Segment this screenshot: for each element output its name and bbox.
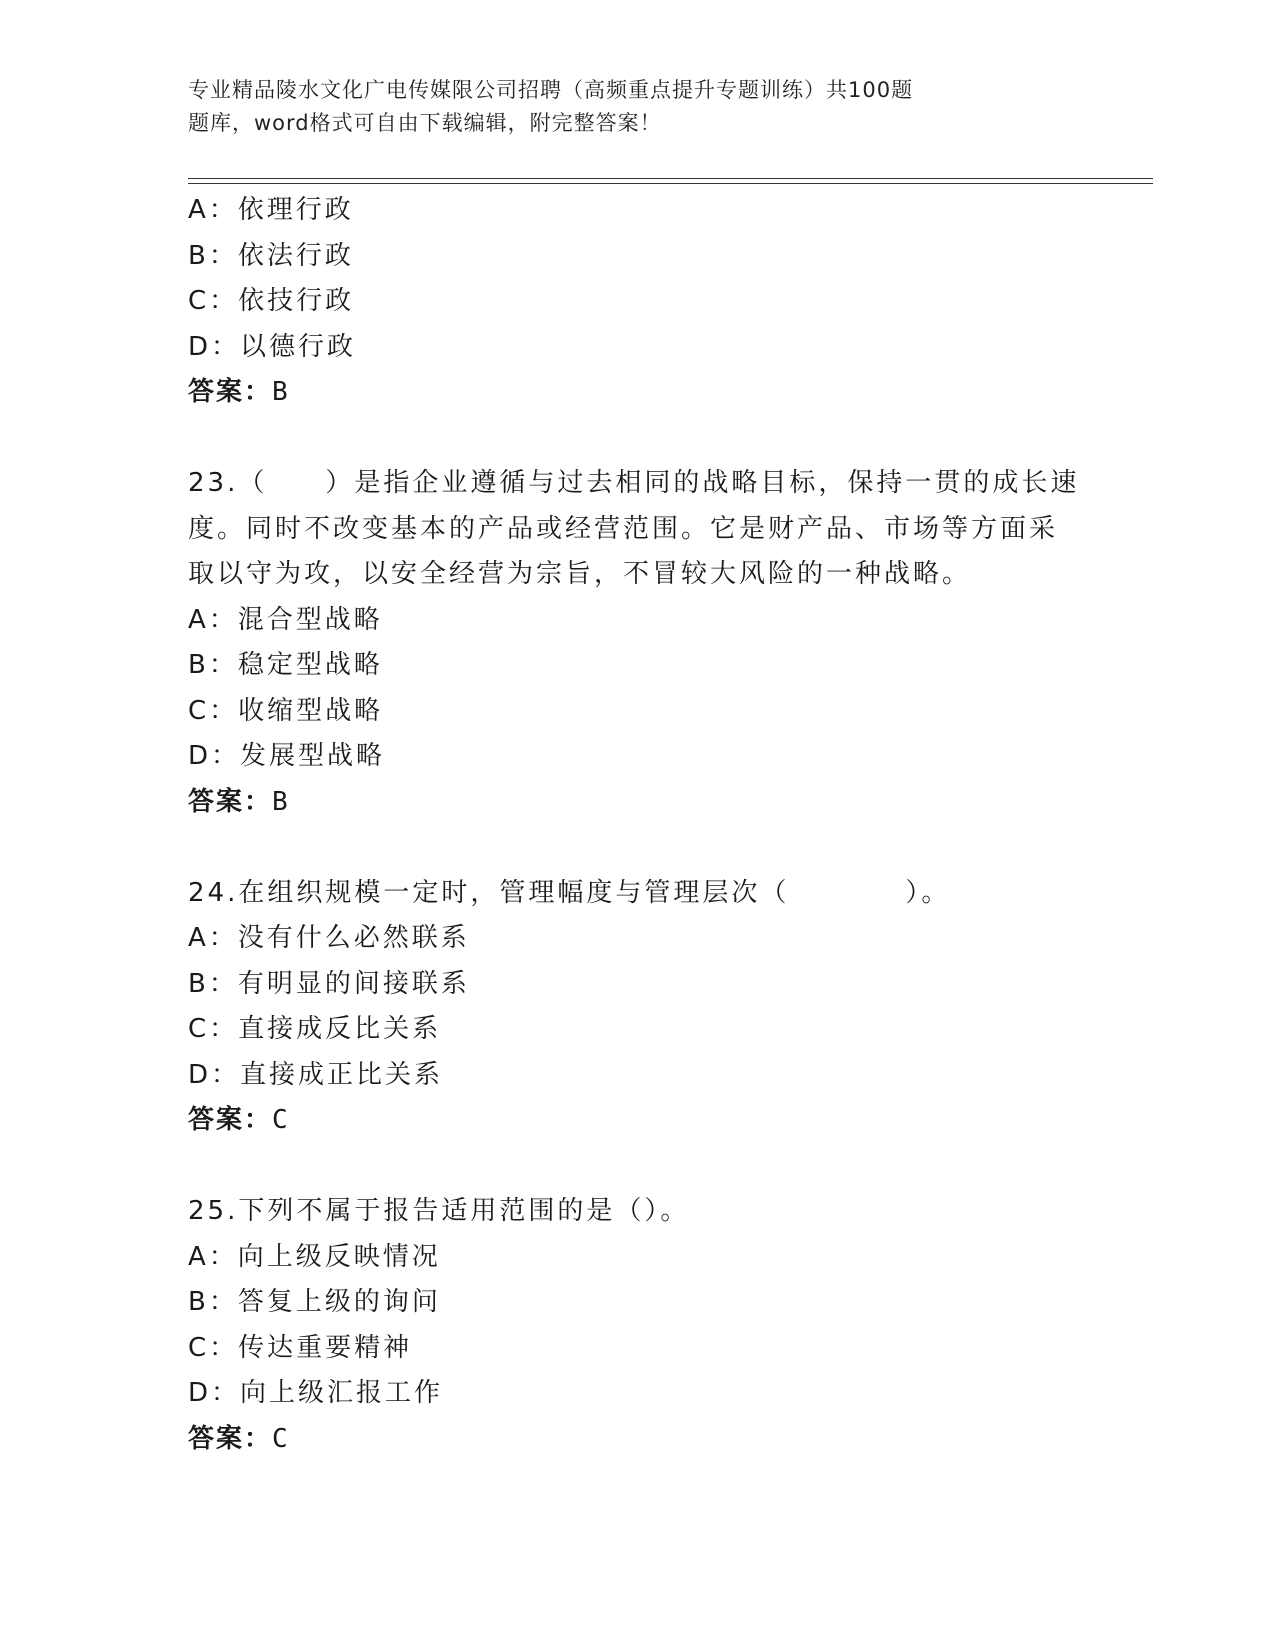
option-d: D：发展型战略 xyxy=(188,741,386,771)
answer-label: 答案： xyxy=(188,786,273,817)
document-header xyxy=(188,74,1068,140)
header-title-line-2: 题库，word格式可自由下载编辑，附完整答案！ xyxy=(188,111,662,135)
answer-label: 答案： xyxy=(188,377,273,407)
question-block-24 xyxy=(188,871,1148,1144)
block-spacer xyxy=(188,1144,1148,1190)
option-b: B：依法行政 xyxy=(188,240,354,271)
question-text-line-1: 24.在组织规模一定时，管理幅度与管理层次（ ）。 xyxy=(188,877,951,908)
option-b: B：稳定型战略 xyxy=(188,650,383,680)
option-c: C：依技行政 xyxy=(188,286,355,316)
option-b: B：有明显的间接联系 xyxy=(188,968,470,999)
answer-line xyxy=(188,1098,1148,1144)
option-d: D：向上级汇报工作 xyxy=(188,1378,444,1408)
answer-label: 答案： xyxy=(188,1105,273,1135)
option-c: C：直接成反比关系 xyxy=(188,1014,442,1044)
question-text-line-1: 25.下列不属于报告适用范围的是（）。 xyxy=(188,1196,690,1226)
block-spacer xyxy=(188,825,1148,871)
block-spacer xyxy=(188,416,1148,462)
option-d: D：直接成正比关系 xyxy=(188,1059,444,1090)
option-a: A：向上级反映情况 xyxy=(188,1241,441,1272)
header-divider-bottom xyxy=(188,183,1153,184)
answer-line xyxy=(188,780,1148,826)
option-a: A：没有什么必然联系 xyxy=(188,923,470,953)
question-list xyxy=(188,188,1148,1462)
option-a: A：依理行政 xyxy=(188,195,354,225)
question-block-23 xyxy=(188,461,1148,825)
answer-label: 答案： xyxy=(188,1423,273,1454)
answer-value: B xyxy=(272,786,289,817)
answer-value: B xyxy=(272,377,289,407)
question-block-22 xyxy=(188,188,1148,416)
question-text-line-3: 取以守为攻，以安全经营为宗旨，不冒较大风险的一种战略。 xyxy=(188,559,972,589)
answer-line xyxy=(188,370,1148,416)
option-c: C：收缩型战略 xyxy=(188,695,384,726)
option-d: D：以德行政 xyxy=(188,331,357,362)
answer-value: C xyxy=(272,1423,289,1454)
question-text-line-2: 度。同时不改变基本的产品或经营范围。它是财产品、市场等方面采 xyxy=(188,513,1059,544)
question-text-line-1: 23.（ ）是指企业遵循与过去相同的战略目标，保持一贯的成长速 xyxy=(188,468,1080,498)
option-b: B：答复上级的询问 xyxy=(188,1287,441,1317)
question-block-25 xyxy=(188,1189,1148,1462)
option-a: A：混合型战略 xyxy=(188,604,383,635)
header-divider-top xyxy=(188,178,1153,179)
answer-value: C xyxy=(272,1105,289,1135)
answer-line xyxy=(188,1417,1148,1463)
option-c: C：传达重要精神 xyxy=(188,1332,413,1363)
header-title-line-1: 专业精品陵水文化广电传媒限公司招聘（高频重点提升专题训练）共100题 xyxy=(188,78,914,102)
